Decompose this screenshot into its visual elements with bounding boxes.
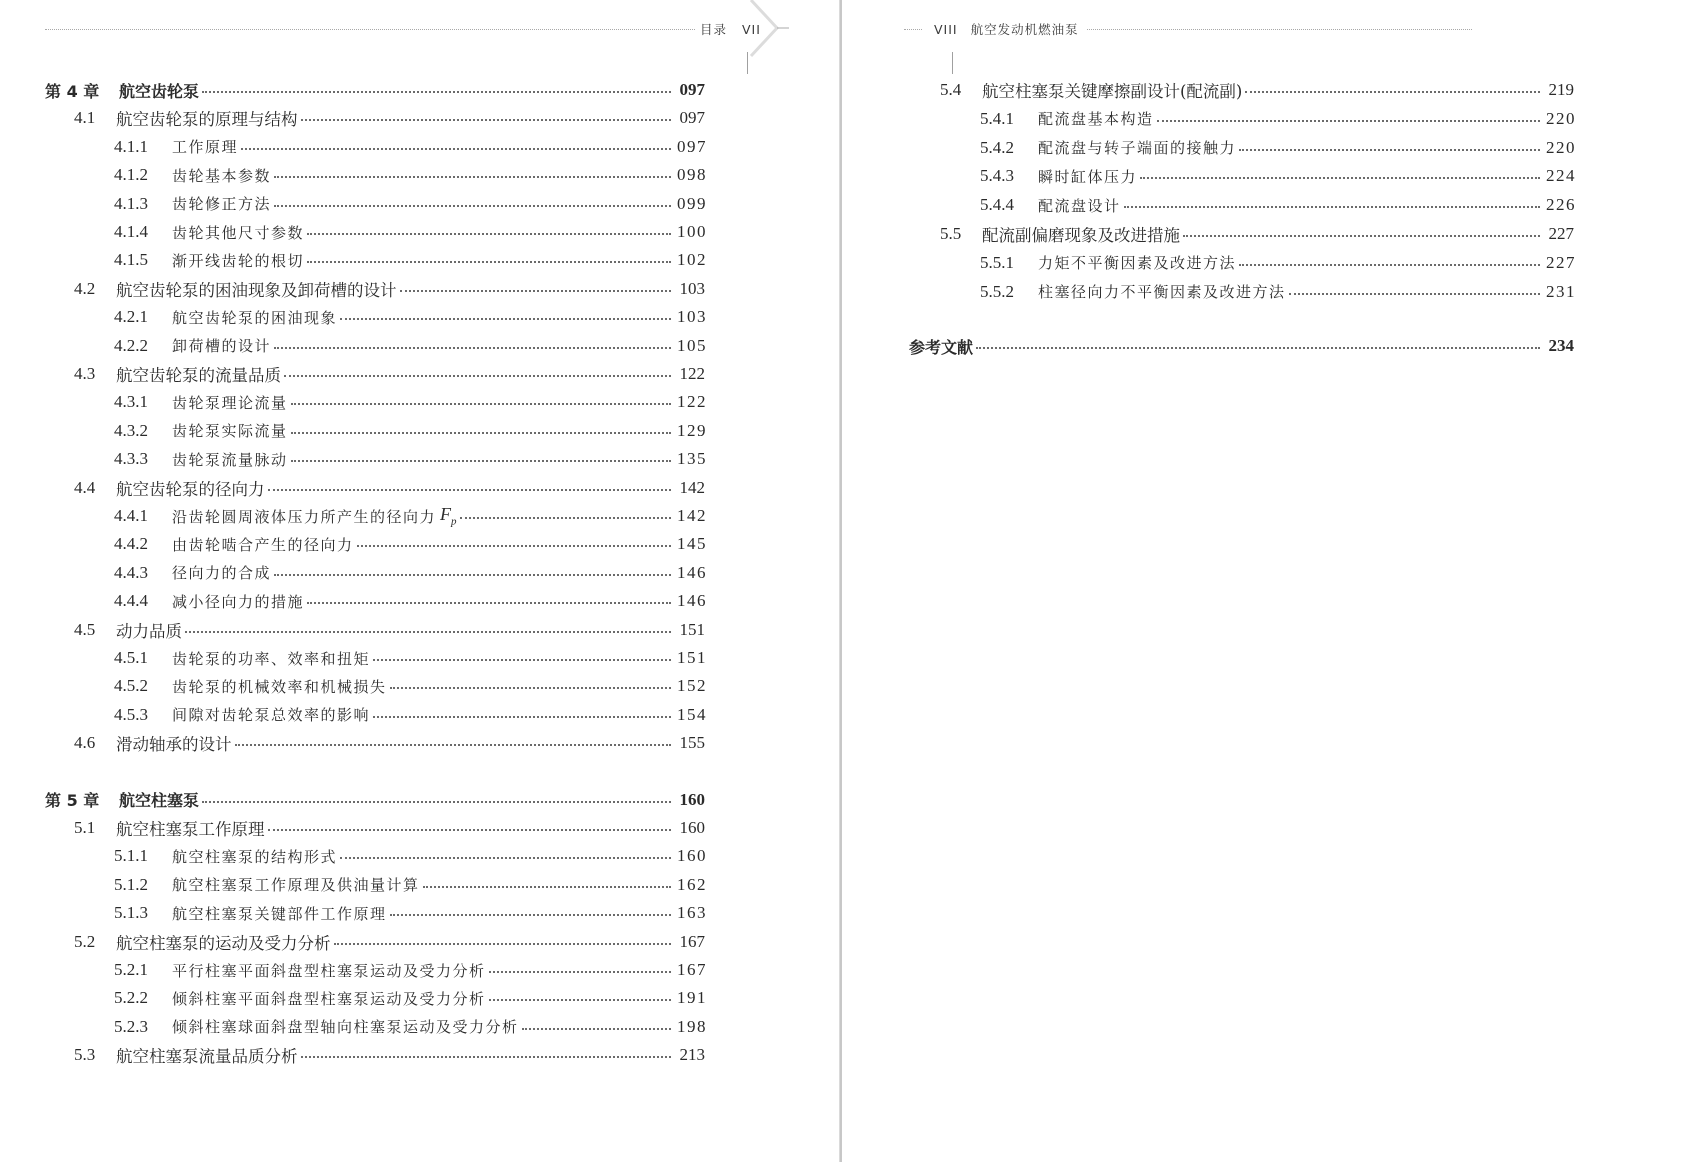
dot-leader — [1245, 91, 1540, 93]
dot-leader — [268, 489, 672, 491]
sub-entry — [114, 872, 705, 898]
entry-page-number: 103 — [679, 278, 705, 298]
entry-page-number: 227 — [1546, 252, 1576, 272]
entry-number: 4.4.1 — [114, 506, 148, 525]
dot-leader — [522, 1028, 671, 1030]
entry-page-number: 160 — [679, 789, 705, 809]
entry-page-number: 154 — [677, 704, 707, 724]
entry-title: 动力品质 — [116, 621, 182, 641]
entry-title: 倾斜柱塞平面斜盘型柱塞泵运动及受力分析 — [172, 989, 486, 1008]
dot-leader — [274, 574, 671, 576]
entry-page-number: 160 — [677, 846, 707, 866]
section-entry — [74, 617, 705, 643]
entry-page-number: 142 — [679, 477, 705, 497]
dot-leader — [307, 261, 671, 263]
dot-leader — [291, 403, 671, 405]
dot-leader — [489, 971, 671, 973]
entry-title: 齿轮基本参数 — [172, 166, 272, 185]
section-entry — [74, 929, 705, 955]
dot-leader — [423, 886, 671, 888]
entry-number: 4.2 — [74, 278, 96, 298]
entry-title: 配流盘设计 — [1038, 196, 1121, 215]
entry-number: 4.5.3 — [114, 704, 148, 724]
entry-title: 由齿轮啮合产生的径向力 — [172, 535, 354, 554]
entry-number: 5.2.3 — [114, 1016, 148, 1036]
entry-number: 4.5 — [74, 619, 96, 639]
sub-entry — [114, 588, 705, 614]
entry-number: 5.5.1 — [980, 252, 1014, 272]
sub-entry — [114, 418, 705, 444]
entry-number: 4.5.1 — [114, 648, 148, 667]
entry-number: 5.4.1 — [980, 108, 1014, 128]
entry-page-number: 129 — [677, 420, 707, 440]
dot-leader — [400, 290, 672, 292]
entry-title: 工作原理 — [172, 138, 239, 157]
entry-page-number: 167 — [679, 931, 705, 951]
entry-title: 柱塞径向力不平衡因素及改进方法 — [1038, 283, 1286, 302]
entry-page-number: 122 — [679, 364, 705, 383]
sub-entry — [114, 333, 705, 359]
dot-leader — [202, 801, 671, 803]
section-entry — [74, 475, 705, 501]
entry-number: 4.2.2 — [114, 335, 148, 355]
entry-page-number: 097 — [677, 136, 707, 156]
sub-entry — [114, 957, 705, 983]
dot-leader — [301, 1056, 672, 1058]
header-rule-left — [45, 29, 695, 30]
entry-number: 第 5 章 — [45, 791, 100, 811]
entry-title: 航空柱塞泵工作原理及供油量计算 — [172, 876, 420, 895]
entry-page-number: 145 — [677, 534, 707, 554]
header-rule-right — [1087, 29, 1472, 30]
entry-number: 4.5.2 — [114, 676, 148, 696]
sub-entry — [114, 1014, 705, 1040]
sub-entry — [114, 645, 705, 671]
dot-leader — [301, 119, 672, 121]
dot-leader — [268, 829, 672, 831]
section-entry — [74, 276, 705, 302]
entry-title: 齿轮其他尺寸参数 — [172, 223, 305, 242]
entry-page-number: 142 — [677, 506, 707, 525]
section-entry — [940, 77, 1574, 103]
entry-number: 5.2.2 — [114, 988, 148, 1008]
entry-title: 航空柱塞泵的结构形式 — [172, 847, 338, 866]
dot-leader — [1239, 149, 1540, 151]
dot-leader — [357, 545, 671, 547]
dot-leader — [373, 716, 671, 718]
entry-title: 渐开线齿轮的根切 — [172, 251, 305, 270]
dot-leader — [1183, 235, 1540, 237]
chapter-entry — [45, 77, 705, 103]
right-page — [842, 0, 1681, 1162]
entry-number: 4.4.2 — [114, 534, 148, 554]
dot-leader — [460, 517, 671, 519]
entry-title: 沿齿轮圆周液体压力所产生的径向力 — [172, 507, 437, 526]
entry-title: 航空齿轮泵的困油现象 — [172, 308, 338, 327]
sub-entry — [980, 279, 1574, 305]
header-label: 目录 — [700, 22, 728, 37]
entry-number: 5.1.1 — [114, 846, 148, 866]
entry-page-number: 219 — [1548, 80, 1574, 99]
symbol-subscript: p — [451, 515, 457, 528]
dot-leader — [235, 744, 672, 746]
entry-page-number: 234 — [1548, 336, 1574, 356]
header-rule-right-short — [904, 29, 922, 30]
entry-title: 倾斜柱塞球面斜盘型轴向柱塞泵运动及受力分析 — [172, 1018, 519, 1037]
entry-number: 4.1 — [74, 108, 96, 128]
entry-title: 径向力的合成 — [172, 564, 272, 583]
entry-number: 5.4.4 — [980, 195, 1014, 215]
entry-title: 航空柱塞泵工作原理 — [116, 820, 265, 839]
entry-title: 瞬时缸体压力 — [1038, 167, 1138, 186]
entry-number: 5.2.1 — [114, 960, 148, 979]
section-entry — [74, 361, 705, 387]
running-header-right — [934, 20, 1079, 38]
entry-page-number: 220 — [1546, 108, 1576, 128]
entry-page-number: 103 — [677, 307, 707, 327]
dot-leader — [1124, 206, 1540, 208]
dot-leader — [334, 943, 672, 945]
sub-entry — [114, 560, 705, 586]
section-entry — [74, 1042, 705, 1068]
sub-entry — [980, 163, 1574, 189]
sub-entry — [980, 106, 1574, 132]
sub-entry — [114, 162, 705, 188]
entry-number: 4.4.4 — [114, 591, 148, 611]
entry-number: 4.3.1 — [114, 392, 148, 412]
entry-number: 4.1.3 — [114, 193, 148, 213]
dot-leader — [373, 659, 671, 661]
entry-title: 配流副偏磨现象及改进措施 — [982, 226, 1180, 245]
sub-entry — [114, 503, 705, 529]
entry-title: 齿轮泵的机械效率和机械损失 — [172, 677, 387, 696]
dot-leader — [489, 999, 671, 1001]
entry-number: 4.2.1 — [114, 307, 148, 327]
entry-page-number: 160 — [679, 818, 705, 837]
entry-title: 航空齿轮泵的原理与结构 — [116, 110, 298, 130]
dot-leader — [291, 460, 671, 462]
dot-leader — [202, 91, 671, 93]
header-page-number: VIII — [934, 22, 958, 37]
dot-leader — [1289, 293, 1540, 295]
entry-number: 4.6 — [74, 733, 96, 753]
sub-entry — [114, 673, 705, 699]
entry-page-number: 146 — [677, 562, 707, 582]
entry-title: 齿轮泵的功率、效率和扭矩 — [172, 649, 371, 668]
header-tick-left — [747, 52, 748, 74]
entry-title: 减小径向力的措施 — [172, 592, 305, 611]
section-entry — [74, 815, 705, 841]
sub-entry — [980, 192, 1574, 218]
entry-page-number: 146 — [677, 591, 707, 611]
entry-number: 5.1.3 — [114, 903, 148, 923]
entry-number: 5.5 — [940, 224, 962, 243]
entry-title: 配流盘基本构造 — [1038, 110, 1154, 129]
entry-page-number: 167 — [677, 960, 707, 979]
dot-leader — [340, 857, 671, 859]
entry-page-number: 198 — [677, 1016, 707, 1036]
section-entry — [940, 221, 1574, 247]
section-entry — [74, 105, 705, 131]
entry-page-number: 224 — [1546, 166, 1576, 186]
entry-title: 航空柱塞泵 — [119, 791, 200, 811]
entry-title: 平行柱塞平面斜盘型柱塞泵运动及受力分析 — [172, 961, 486, 980]
chapter-entry — [909, 333, 1574, 359]
entry-page-number: 122 — [677, 392, 707, 412]
dot-leader — [307, 233, 671, 235]
entry-page-number: 162 — [677, 874, 707, 894]
dot-leader — [291, 432, 671, 434]
entry-number: 5.4 — [940, 80, 962, 99]
section-entry — [74, 730, 705, 756]
entry-title: 齿轮泵实际流量 — [172, 422, 288, 441]
sub-entry — [114, 219, 705, 245]
entry-number: 4.3.2 — [114, 420, 148, 440]
dot-leader — [274, 347, 671, 349]
sub-entry — [114, 389, 705, 415]
sub-entry — [114, 134, 705, 160]
entry-page-number: 135 — [677, 449, 707, 469]
header-page-number: VII — [742, 22, 761, 37]
sub-entry — [114, 843, 705, 869]
dot-leader — [390, 914, 671, 916]
entry-page-number: 151 — [677, 648, 707, 667]
dot-leader — [307, 602, 671, 604]
dot-leader — [390, 687, 671, 689]
entry-page-number: 226 — [1546, 195, 1576, 215]
entry-page-number: 227 — [1548, 224, 1574, 243]
entry-page-number: 155 — [679, 733, 705, 753]
entry-title: 力矩不平衡因素及改进方法 — [1038, 254, 1237, 273]
entry-page-number: 213 — [679, 1045, 705, 1065]
entry-number: 5.1.2 — [114, 874, 148, 894]
header-tick-right — [952, 52, 953, 74]
entry-page-number: 102 — [677, 250, 707, 270]
dot-leader — [241, 148, 671, 150]
entry-title: 航空柱塞泵的运动及受力分析 — [116, 933, 331, 953]
dot-leader — [976, 347, 1540, 349]
entry-number: 5.5.2 — [980, 281, 1014, 301]
symbol-f-subscript-p — [440, 504, 457, 528]
entry-page-number: 231 — [1546, 281, 1576, 301]
entry-number: 4.4.3 — [114, 562, 148, 582]
sub-entry — [980, 250, 1574, 276]
entry-page-number: 098 — [677, 165, 707, 185]
entry-title: 航空齿轮泵的困油现象及卸荷槽的设计 — [116, 280, 397, 300]
dot-leader — [340, 318, 671, 320]
entry-number: 第 4 章 — [45, 81, 100, 101]
entry-page-number: 151 — [679, 619, 705, 639]
dot-leader — [284, 375, 671, 377]
entry-title: 航空齿轮泵 — [119, 81, 200, 101]
entry-number: 参考文献 — [909, 337, 974, 357]
entry-page-number: 097 — [679, 80, 705, 99]
entry-title: 配流盘与转子端面的接触力 — [1038, 139, 1237, 158]
entry-number: 4.1.1 — [114, 136, 148, 156]
entry-title: 航空齿轮泵的流量品质 — [116, 366, 281, 385]
entry-page-number: 105 — [677, 335, 707, 355]
dot-leader — [274, 205, 671, 207]
sub-entry — [980, 135, 1574, 161]
entry-number: 5.1 — [74, 818, 96, 837]
chapter-entry — [45, 787, 705, 813]
sub-entry — [114, 985, 705, 1011]
entry-title: 齿轮泵流量脉动 — [172, 450, 288, 469]
entry-page-number: 100 — [677, 222, 707, 241]
header-chevron-ornament — [745, 0, 790, 60]
entry-number: 4.4 — [74, 477, 96, 497]
entry-title: 卸荷槽的设计 — [172, 337, 272, 356]
dot-leader — [1140, 177, 1540, 179]
entry-page-number: 099 — [677, 193, 707, 213]
entry-title: 齿轮泵理论流量 — [172, 393, 288, 412]
entry-page-number: 191 — [677, 988, 707, 1008]
entry-page-number: 152 — [677, 676, 707, 696]
dot-leader — [274, 176, 671, 178]
entry-number: 4.3 — [74, 364, 96, 383]
entry-number: 4.1.2 — [114, 165, 148, 185]
entry-page-number: 220 — [1546, 137, 1576, 157]
sub-entry — [114, 531, 705, 557]
entry-number: 4.1.4 — [114, 222, 148, 241]
entry-number: 5.4.2 — [980, 137, 1014, 157]
entry-title: 航空齿轮泵的径向力 — [116, 479, 265, 499]
entry-number: 5.4.3 — [980, 166, 1014, 186]
sub-entry — [114, 247, 705, 273]
entry-page-number: 163 — [677, 903, 707, 923]
entry-page-number: 097 — [679, 108, 705, 128]
sub-entry — [114, 446, 705, 472]
header-book-title: 航空发动机燃油泵 — [970, 22, 1079, 37]
dot-leader — [1157, 120, 1540, 122]
entry-title: 航空柱塞泵流量品质分析 — [116, 1047, 298, 1067]
entry-title: 滑动轴承的设计 — [116, 735, 232, 755]
entry-number: 5.2 — [74, 931, 96, 951]
sub-entry — [114, 702, 705, 728]
sub-entry — [114, 304, 705, 330]
sub-entry — [114, 191, 705, 217]
entry-title: 航空柱塞泵关键摩擦副设计(配流副) — [982, 82, 1243, 101]
entry-number: 4.1.5 — [114, 250, 148, 270]
sub-entry — [114, 900, 705, 926]
entry-title: 航空柱塞泵关键部件工作原理 — [172, 904, 387, 923]
dot-leader — [1239, 264, 1540, 266]
entry-title: 齿轮修正方法 — [172, 195, 272, 214]
entry-title: 间隙对齿轮泵总效率的影响 — [172, 706, 371, 725]
left-page — [0, 0, 840, 1162]
symbol-letter: F — [440, 504, 452, 525]
entry-number: 4.3.3 — [114, 449, 148, 469]
dot-leader — [185, 631, 671, 633]
entry-number: 5.3 — [74, 1045, 96, 1065]
